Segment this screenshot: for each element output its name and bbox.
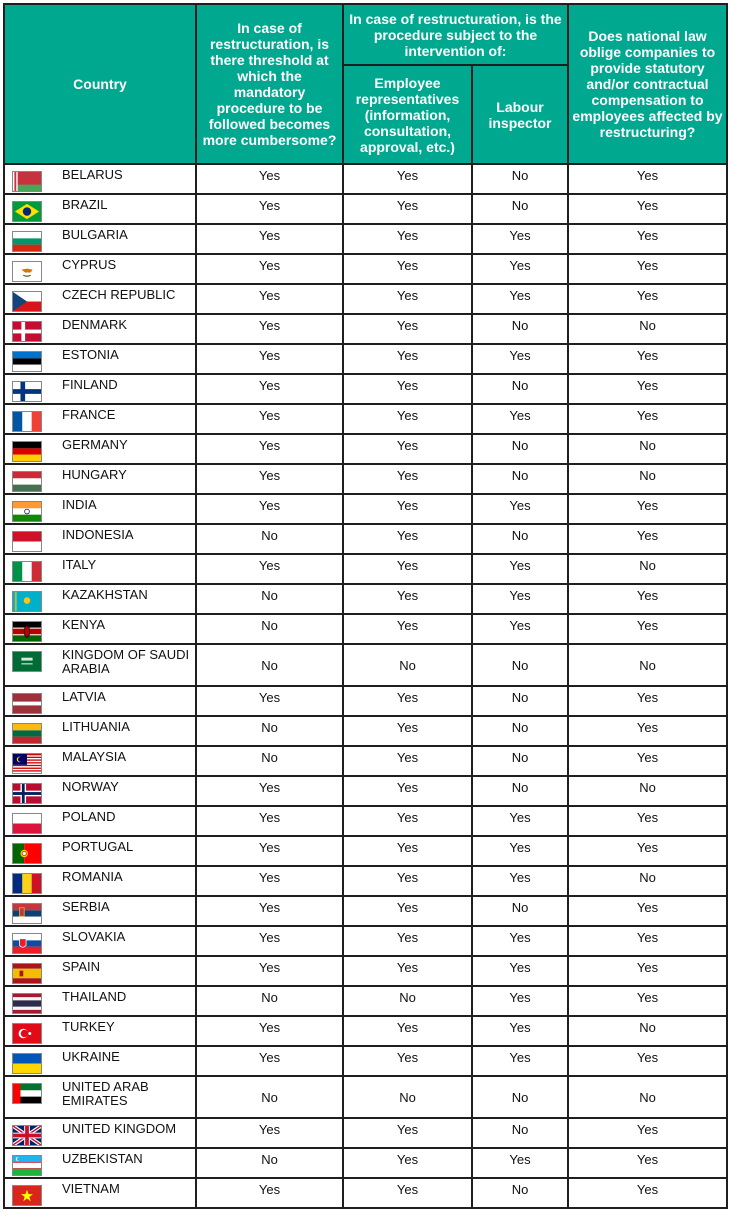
inspector-cell: Yes xyxy=(472,806,568,836)
header-intervention: In case of restructuration, is the procedure subject to the intervention of: xyxy=(343,4,568,65)
threshold-cell: Yes xyxy=(196,956,343,986)
threshold-cell: Yes xyxy=(196,254,343,284)
inspector-cell: No xyxy=(472,524,568,554)
spain-flag-icon xyxy=(12,963,42,984)
threshold-cell: No xyxy=(196,1076,343,1118)
inspector-cell: Yes xyxy=(472,1148,568,1178)
compensation-cell: Yes xyxy=(568,956,727,986)
denmark-flag-icon xyxy=(12,321,42,342)
compensation-cell: Yes xyxy=(568,1046,727,1076)
belarus-flag-icon xyxy=(12,171,42,192)
italy-flag-icon xyxy=(12,561,42,582)
table-row xyxy=(4,224,727,254)
brazil-flag-icon xyxy=(12,201,42,222)
inspector-cell: Yes xyxy=(472,926,568,956)
country-name: DENMARK xyxy=(62,317,128,332)
country-name: NORWAY xyxy=(62,779,119,794)
kenya-flag-icon xyxy=(12,621,42,642)
lithuania-flag-icon xyxy=(12,723,42,744)
employee-cell: Yes xyxy=(343,1178,472,1208)
table-row xyxy=(4,314,727,344)
threshold-cell: Yes xyxy=(196,836,343,866)
employee-cell: Yes xyxy=(343,776,472,806)
inspector-cell: No xyxy=(472,434,568,464)
country-name: HUNGARY xyxy=(62,467,127,482)
compensation-cell: Yes xyxy=(568,344,727,374)
inspector-cell: Yes xyxy=(472,254,568,284)
compensation-cell: Yes xyxy=(568,806,727,836)
country-cell xyxy=(4,1178,196,1208)
employee-cell: Yes xyxy=(343,404,472,434)
table-row xyxy=(4,554,727,584)
inspector-cell: Yes xyxy=(472,956,568,986)
table-row xyxy=(4,1148,727,1178)
norway-flag-icon xyxy=(12,783,42,804)
table-row xyxy=(4,836,727,866)
country-cell xyxy=(4,374,196,404)
inspector-cell: Yes xyxy=(472,494,568,524)
inspector-cell: Yes xyxy=(472,404,568,434)
country-name: CYPRUS xyxy=(62,257,117,272)
threshold-cell: Yes xyxy=(196,554,343,584)
employee-cell: Yes xyxy=(343,344,472,374)
threshold-cell: Yes xyxy=(196,1016,343,1046)
table-row xyxy=(4,926,727,956)
country-name: FRANCE xyxy=(62,407,116,422)
employee-cell: Yes xyxy=(343,554,472,584)
country-cell xyxy=(4,986,196,1016)
slovakia-flag-icon xyxy=(12,933,42,954)
country-cell xyxy=(4,584,196,614)
compensation-cell: No xyxy=(568,554,727,584)
employee-cell: Yes xyxy=(343,1016,472,1046)
country-cell xyxy=(4,806,196,836)
threshold-cell: Yes xyxy=(196,494,343,524)
compensation-cell: Yes xyxy=(568,224,727,254)
inspector-cell: No xyxy=(472,716,568,746)
compensation-cell: Yes xyxy=(568,614,727,644)
inspector-cell: Yes xyxy=(472,866,568,896)
hungary-flag-icon xyxy=(12,471,42,492)
inspector-cell: No xyxy=(472,896,568,926)
table-row xyxy=(4,524,727,554)
country-cell xyxy=(4,494,196,524)
threshold-cell: Yes xyxy=(196,776,343,806)
united-kingdom-flag-icon xyxy=(12,1125,42,1146)
inspector-cell: No xyxy=(472,746,568,776)
compensation-cell: Yes xyxy=(568,284,727,314)
compensation-cell: No xyxy=(568,314,727,344)
ukraine-flag-icon xyxy=(12,1053,42,1074)
compensation-cell: Yes xyxy=(568,1118,727,1148)
cyprus-flag-icon xyxy=(12,261,42,282)
bulgaria-flag-icon xyxy=(12,231,42,252)
country-name: KENYA xyxy=(62,617,106,632)
country-cell xyxy=(4,1118,196,1148)
inspector-cell: No xyxy=(472,464,568,494)
country-name: TURKEY xyxy=(62,1019,115,1034)
threshold-cell: Yes xyxy=(196,806,343,836)
employee-cell: Yes xyxy=(343,524,472,554)
threshold-cell: Yes xyxy=(196,1118,343,1148)
compensation-cell: Yes xyxy=(568,374,727,404)
country-name: BRAZIL xyxy=(62,197,108,212)
country-name: INDONESIA xyxy=(62,527,134,542)
vietnam-flag-icon xyxy=(12,1185,42,1206)
country-cell xyxy=(4,956,196,986)
country-cell xyxy=(4,866,196,896)
germany-flag-icon xyxy=(12,441,42,462)
header-employee-representatives: Employee representatives (information, consultation, approval, etc.) xyxy=(343,65,472,164)
employee-cell: No xyxy=(343,644,472,686)
compensation-cell: Yes xyxy=(568,686,727,716)
compensation-cell: Yes xyxy=(568,986,727,1016)
compensation-cell: No xyxy=(568,776,727,806)
compensation-cell: Yes xyxy=(568,926,727,956)
table-row xyxy=(4,344,727,374)
uzbekistan-flag-icon xyxy=(12,1155,42,1176)
compensation-cell: Yes xyxy=(568,524,727,554)
country-cell xyxy=(4,224,196,254)
table-row xyxy=(4,434,727,464)
table-row xyxy=(4,776,727,806)
compensation-cell: Yes xyxy=(568,716,727,746)
employee-cell: Yes xyxy=(343,434,472,464)
employee-cell: Yes xyxy=(343,1046,472,1076)
inspector-cell: No xyxy=(472,1118,568,1148)
finland-flag-icon xyxy=(12,381,42,402)
threshold-cell: Yes xyxy=(196,686,343,716)
country-name: UZBEKISTAN xyxy=(62,1151,143,1166)
country-cell xyxy=(4,614,196,644)
country-name: UNITED KINGDOM xyxy=(62,1121,177,1136)
employee-cell: Yes xyxy=(343,164,472,194)
inspector-cell: Yes xyxy=(472,1046,568,1076)
latvia-flag-icon xyxy=(12,693,42,714)
country-cell xyxy=(4,896,196,926)
country-name: KINGDOM OF SAUDI ARABIA xyxy=(62,647,190,676)
kazakhstan-flag-icon xyxy=(12,591,42,612)
country-name: THAILAND xyxy=(62,989,127,1004)
table-row xyxy=(4,164,727,194)
country-name: ITALY xyxy=(62,557,97,572)
threshold-cell: Yes xyxy=(196,224,343,254)
country-name: SLOVAKIA xyxy=(62,929,126,944)
malaysia-flag-icon xyxy=(12,753,42,774)
header-labour-inspector: Labour inspector xyxy=(472,65,568,164)
portugal-flag-icon xyxy=(12,843,42,864)
table-row xyxy=(4,1016,727,1046)
table-row xyxy=(4,584,727,614)
country-name: SERBIA xyxy=(62,899,110,914)
country-name: ESTONIA xyxy=(62,347,119,362)
country-cell xyxy=(4,1046,196,1076)
employee-cell: Yes xyxy=(343,1118,472,1148)
employee-cell: Yes xyxy=(343,806,472,836)
threshold-cell: Yes xyxy=(196,164,343,194)
header-threshold: In case of restructuration, is there threshold at which the mandatory procedure to be followed becomes more cumbersome? xyxy=(196,4,343,164)
employee-cell: Yes xyxy=(343,716,472,746)
inspector-cell: No xyxy=(472,644,568,686)
compensation-cell: Yes xyxy=(568,836,727,866)
compensation-cell: Yes xyxy=(568,164,727,194)
threshold-cell: No xyxy=(196,1148,343,1178)
serbia-flag-icon xyxy=(12,903,42,924)
table-row xyxy=(4,614,727,644)
country-name: MALAYSIA xyxy=(62,749,127,764)
inspector-cell: Yes xyxy=(472,836,568,866)
employee-cell: Yes xyxy=(343,956,472,986)
inspector-cell: No xyxy=(472,314,568,344)
country-name: KAZAKHSTAN xyxy=(62,587,148,602)
table-row xyxy=(4,254,727,284)
table-row xyxy=(4,806,727,836)
country-name: INDIA xyxy=(62,497,97,512)
employee-cell: Yes xyxy=(343,254,472,284)
estonia-flag-icon xyxy=(12,351,42,372)
united-arab-emirates-flag-icon xyxy=(12,1083,42,1104)
compensation-cell: Yes xyxy=(568,896,727,926)
header-compensation: Does national law oblige companies to provide statutory and/or contractual compensation to employees affected by restructuring? xyxy=(568,4,727,164)
country-name: PORTUGAL xyxy=(62,839,134,854)
compensation-cell: Yes xyxy=(568,1148,727,1178)
czech-republic-flag-icon xyxy=(12,291,42,312)
table-row xyxy=(4,896,727,926)
country-cell xyxy=(4,836,196,866)
compensation-cell: Yes xyxy=(568,746,727,776)
compensation-cell: Yes xyxy=(568,194,727,224)
compensation-cell: Yes xyxy=(568,494,727,524)
employee-cell: No xyxy=(343,1076,472,1118)
table-row xyxy=(4,1046,727,1076)
romania-flag-icon xyxy=(12,873,42,894)
inspector-cell: No xyxy=(472,776,568,806)
threshold-cell: Yes xyxy=(196,1046,343,1076)
country-cell xyxy=(4,344,196,374)
country-name: VIETNAM xyxy=(62,1181,120,1196)
country-cell xyxy=(4,194,196,224)
compensation-cell: No xyxy=(568,644,727,686)
inspector-cell: Yes xyxy=(472,614,568,644)
country-cell xyxy=(4,254,196,284)
compensation-cell: Yes xyxy=(568,584,727,614)
country-cell xyxy=(4,926,196,956)
country-name: GERMANY xyxy=(62,437,128,452)
inspector-cell: Yes xyxy=(472,344,568,374)
compensation-cell: Yes xyxy=(568,404,727,434)
country-cell xyxy=(4,524,196,554)
country-cell xyxy=(4,284,196,314)
country-name: LATVIA xyxy=(62,689,106,704)
header-country: Country xyxy=(4,4,196,164)
threshold-cell: Yes xyxy=(196,1178,343,1208)
threshold-cell: No xyxy=(196,614,343,644)
compensation-cell: No xyxy=(568,866,727,896)
threshold-cell: No xyxy=(196,746,343,776)
inspector-cell: No xyxy=(472,686,568,716)
country-cell xyxy=(4,164,196,194)
country-name: BELARUS xyxy=(62,167,123,182)
employee-cell: Yes xyxy=(343,746,472,776)
table-row xyxy=(4,686,727,716)
employee-cell: Yes xyxy=(343,686,472,716)
country-cell xyxy=(4,686,196,716)
country-cell xyxy=(4,776,196,806)
country-cell xyxy=(4,746,196,776)
country-cell xyxy=(4,434,196,464)
table-row xyxy=(4,1178,727,1208)
india-flag-icon xyxy=(12,501,42,522)
table-row xyxy=(4,284,727,314)
inspector-cell: No xyxy=(472,374,568,404)
country-cell xyxy=(4,644,196,686)
restructuring-table xyxy=(3,3,728,1209)
table-row xyxy=(4,866,727,896)
compensation-cell: Yes xyxy=(568,254,727,284)
table-row xyxy=(4,194,727,224)
france-flag-icon xyxy=(12,411,42,432)
employee-cell: Yes xyxy=(343,194,472,224)
saudi-arabia-flag-icon xyxy=(12,651,42,672)
compensation-cell: No xyxy=(568,1016,727,1046)
country-name: BULGARIA xyxy=(62,227,128,242)
compensation-cell: No xyxy=(568,434,727,464)
threshold-cell: Yes xyxy=(196,464,343,494)
table-row xyxy=(4,644,727,686)
country-name: LITHUANIA xyxy=(62,719,130,734)
table-row xyxy=(4,986,727,1016)
employee-cell: Yes xyxy=(343,494,472,524)
employee-cell: Yes xyxy=(343,836,472,866)
threshold-cell: No xyxy=(196,716,343,746)
threshold-cell: Yes xyxy=(196,866,343,896)
employee-cell: No xyxy=(343,986,472,1016)
inspector-cell: Yes xyxy=(472,224,568,254)
poland-flag-icon xyxy=(12,813,42,834)
threshold-cell: Yes xyxy=(196,926,343,956)
employee-cell: Yes xyxy=(343,224,472,254)
country-name: CZECH REPUBLIC xyxy=(62,287,176,302)
inspector-cell: Yes xyxy=(472,554,568,584)
compensation-cell: No xyxy=(568,464,727,494)
country-cell xyxy=(4,404,196,434)
inspector-cell: Yes xyxy=(472,584,568,614)
threshold-cell: No xyxy=(196,524,343,554)
threshold-cell: Yes xyxy=(196,284,343,314)
country-name: UKRAINE xyxy=(62,1049,120,1064)
threshold-cell: No xyxy=(196,986,343,1016)
employee-cell: Yes xyxy=(343,866,472,896)
inspector-cell: No xyxy=(472,1178,568,1208)
employee-cell: Yes xyxy=(343,614,472,644)
threshold-cell: Yes xyxy=(196,194,343,224)
country-cell xyxy=(4,1148,196,1178)
employee-cell: Yes xyxy=(343,896,472,926)
inspector-cell: Yes xyxy=(472,986,568,1016)
table-row xyxy=(4,746,727,776)
inspector-cell: No xyxy=(472,164,568,194)
threshold-cell: Yes xyxy=(196,434,343,464)
indonesia-flag-icon xyxy=(12,531,42,552)
inspector-cell: Yes xyxy=(472,1016,568,1046)
country-cell xyxy=(4,314,196,344)
threshold-cell: No xyxy=(196,584,343,614)
country-name: FINLAND xyxy=(62,377,118,392)
inspector-cell: Yes xyxy=(472,284,568,314)
inspector-cell: No xyxy=(472,194,568,224)
table-row xyxy=(4,716,727,746)
country-cell xyxy=(4,716,196,746)
country-name: ROMANIA xyxy=(62,869,123,884)
employee-cell: Yes xyxy=(343,584,472,614)
table-row xyxy=(4,1076,727,1118)
country-name: UNITED ARAB EMIRATES xyxy=(62,1079,149,1108)
employee-cell: Yes xyxy=(343,284,472,314)
compensation-cell: No xyxy=(568,1076,727,1118)
threshold-cell: Yes xyxy=(196,896,343,926)
employee-cell: Yes xyxy=(343,314,472,344)
table-row xyxy=(4,464,727,494)
compensation-cell: Yes xyxy=(568,1178,727,1208)
thailand-flag-icon xyxy=(12,993,42,1014)
employee-cell: Yes xyxy=(343,1148,472,1178)
country-name: SPAIN xyxy=(62,959,101,974)
threshold-cell: No xyxy=(196,644,343,686)
table-row xyxy=(4,494,727,524)
employee-cell: Yes xyxy=(343,926,472,956)
employee-cell: Yes xyxy=(343,464,472,494)
table-row xyxy=(4,956,727,986)
inspector-cell: No xyxy=(472,1076,568,1118)
threshold-cell: Yes xyxy=(196,314,343,344)
employee-cell: Yes xyxy=(343,374,472,404)
country-name: POLAND xyxy=(62,809,116,824)
table-row xyxy=(4,404,727,434)
threshold-cell: Yes xyxy=(196,344,343,374)
country-cell xyxy=(4,1016,196,1046)
country-cell xyxy=(4,554,196,584)
country-cell xyxy=(4,1076,196,1118)
threshold-cell: Yes xyxy=(196,404,343,434)
threshold-cell: Yes xyxy=(196,374,343,404)
turkey-flag-icon xyxy=(12,1023,42,1044)
table-row xyxy=(4,1118,727,1148)
table-row xyxy=(4,374,727,404)
country-cell xyxy=(4,464,196,494)
